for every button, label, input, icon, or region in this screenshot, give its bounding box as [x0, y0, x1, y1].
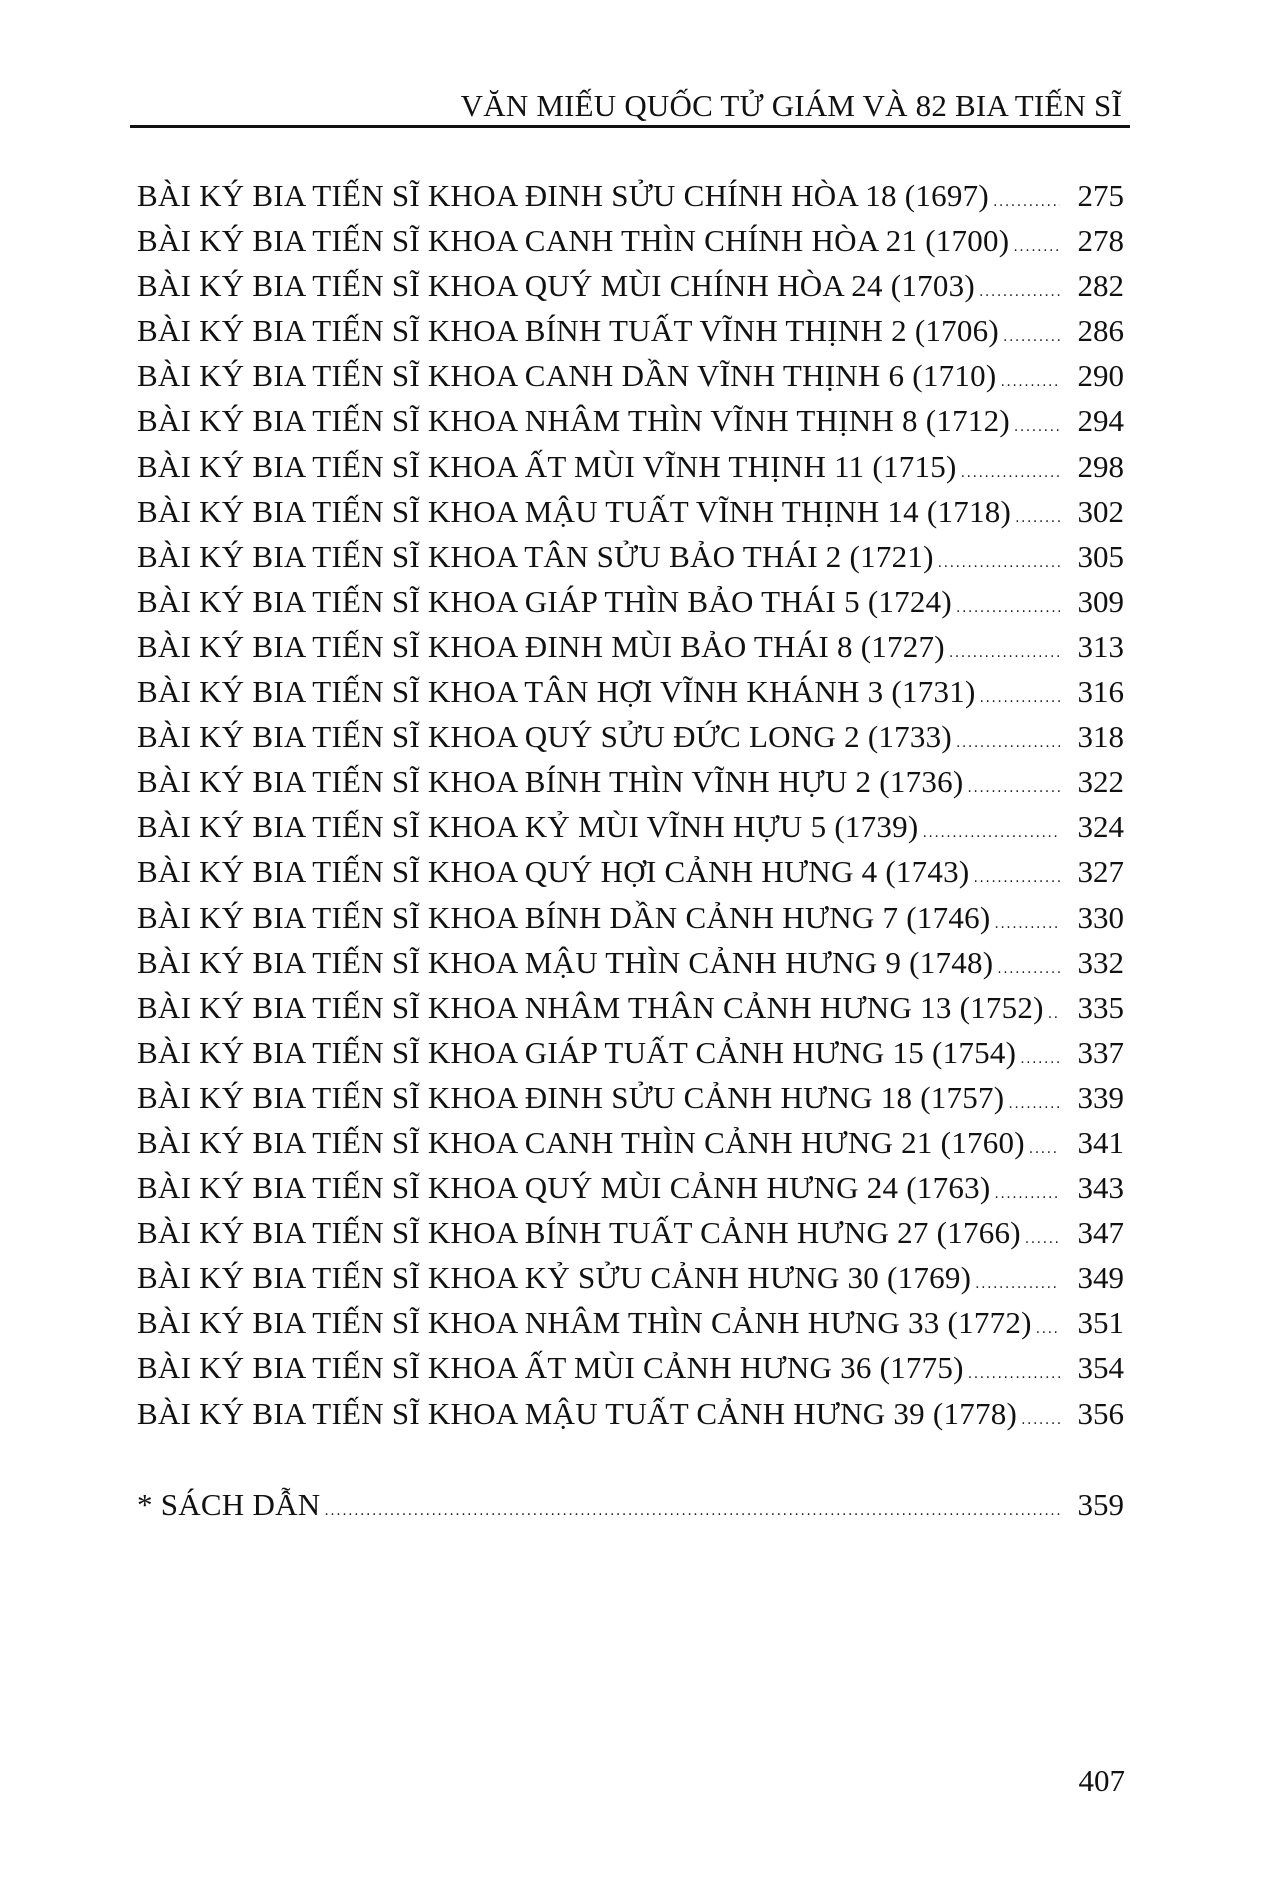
running-title: VĂN MIẾU QUỐC TỬ GIÁM VÀ 82 BIA TIẾN SĨ	[460, 88, 1122, 123]
toc-entry-title: BÀI KÝ BIA TIẾN SĨ KHOA CANH THÌN CHÍNH HÒA 21 (1700)	[137, 223, 1010, 259]
toc-entry	[137, 447, 1124, 492]
index-entry	[137, 1485, 1124, 1530]
toc-entry-title: BÀI KÝ BIA TIẾN SĨ KHOA KỶ SỬU CẢNH HƯNG 30 (1769)	[137, 1260, 972, 1296]
dot-leader	[1015, 501, 1060, 535]
toc-entry-title: BÀI KÝ BIA TIẾN SĨ KHOA GIÁP THÌN BẢO THÁI 5 (1724)	[137, 583, 952, 619]
dot-leader	[1008, 1087, 1060, 1121]
toc-entry-title: BÀI KÝ BIA TIẾN SĨ KHOA ĐINH SỬU CẢNH HƯNG 18 (1757)	[137, 1079, 1005, 1115]
toc-entry	[137, 898, 1124, 943]
toc-entry	[137, 401, 1124, 446]
toc-entry	[137, 492, 1124, 537]
index-entry-title: * SÁCH DẪN	[137, 1487, 321, 1522]
toc-entry-page: 309	[1077, 583, 1124, 619]
toc-entry-title: BÀI KÝ BIA TIẾN SĨ KHOA BÍNH TUẤT CẢNH HƯNG 27 (1766)	[137, 1215, 1021, 1251]
toc-entry-page: 286	[1077, 313, 1124, 349]
toc-entry	[137, 1303, 1124, 1348]
dot-leader	[1029, 1132, 1060, 1166]
toc-entry	[137, 1078, 1124, 1123]
dot-leader	[979, 275, 1060, 309]
toc-entry-title: BÀI KÝ BIA TIẾN SĨ KHOA MẬU THÌN CẢNH HƯNG 9 (1748)	[137, 944, 994, 980]
dot-leader	[967, 771, 1060, 805]
toc-entry-page: 356	[1077, 1395, 1124, 1431]
toc-entry	[137, 672, 1124, 717]
toc-entry	[137, 762, 1124, 807]
dot-leader	[1021, 1403, 1060, 1437]
toc-entry	[137, 852, 1124, 897]
toc-entry-page: 339	[1077, 1079, 1124, 1115]
toc-entry-page: 349	[1077, 1260, 1124, 1296]
toc-entry-page: 330	[1077, 899, 1124, 935]
toc-entry-title: BÀI KÝ BIA TIẾN SĨ KHOA BÍNH THÌN VĨNH HỰU 2 (1736)	[137, 764, 964, 800]
toc-entry-page: 337	[1077, 1034, 1124, 1070]
toc-entry	[137, 1394, 1124, 1439]
dot-leader	[961, 456, 1060, 490]
toc-entry-page: 354	[1077, 1350, 1124, 1386]
toc-entry	[137, 627, 1124, 672]
toc-entry-page: 327	[1077, 854, 1124, 890]
toc-entry-page: 316	[1077, 674, 1124, 710]
dot-leader	[324, 1494, 1060, 1528]
toc-entry-title: BÀI KÝ BIA TIẾN SĨ KHOA NHÂM THÌN CẢNH HƯNG 33 (1772)	[137, 1305, 1032, 1341]
table-of-contents	[137, 176, 1124, 1439]
toc-entry-title: BÀI KÝ BIA TIẾN SĨ KHOA KỶ MÙI VĨNH HỰU 5 (1739)	[137, 809, 919, 845]
dot-leader	[975, 1267, 1060, 1301]
page-number: 407	[1078, 1763, 1125, 1798]
toc-entry-title: BÀI KÝ BIA TIẾN SĨ KHOA QUÝ HỢI CẢNH HƯNG 4 (1743)	[137, 854, 970, 890]
toc-entry	[137, 988, 1124, 1033]
dot-leader	[949, 636, 1060, 670]
toc-entry-title: BÀI KÝ BIA TIẾN SĨ KHOA TÂN SỬU BẢO THÁI 2 (1721)	[137, 538, 934, 574]
toc-entry-page: 322	[1077, 764, 1124, 800]
dot-leader	[980, 681, 1060, 715]
toc-entry	[137, 176, 1124, 221]
dot-leader	[994, 907, 1060, 941]
toc-entry-page: 305	[1077, 538, 1124, 574]
toc-entry-page: 343	[1077, 1170, 1124, 1206]
toc-entry-title: BÀI KÝ BIA TIẾN SĨ KHOA NHÂM THÂN CẢNH HƯNG 13 (1752)	[137, 989, 1044, 1025]
toc-entry	[137, 582, 1124, 627]
toc-entry	[137, 1123, 1124, 1168]
dot-leader	[956, 591, 1060, 625]
dot-leader	[1036, 1312, 1060, 1346]
toc-entry-page: 278	[1077, 223, 1124, 259]
toc-entry	[137, 266, 1124, 311]
toc-entry-title: BÀI KÝ BIA TIẾN SĨ KHOA BÍNH DẦN CẢNH HƯNG 7 (1746)	[137, 899, 991, 935]
toc-entry-page: 318	[1077, 719, 1124, 755]
dot-leader	[993, 185, 1060, 219]
toc-entry-page: 302	[1077, 493, 1124, 529]
dot-leader	[1013, 230, 1060, 264]
toc-entry-page: 294	[1077, 403, 1124, 439]
toc-entry	[137, 1213, 1124, 1258]
toc-entry-page: 313	[1077, 628, 1124, 664]
toc-entry	[137, 1168, 1124, 1213]
toc-entry-page: 332	[1077, 944, 1124, 980]
dot-leader	[938, 546, 1060, 580]
toc-entry-title: BÀI KÝ BIA TIẾN SĨ KHOA ĐINH MÙI BẢO THÁI 8 (1727)	[137, 628, 945, 664]
toc-entry-page: 275	[1077, 178, 1124, 213]
dot-leader	[1000, 365, 1060, 399]
toc-entry-title: BÀI KÝ BIA TIẾN SĨ KHOA QUÝ SỬU ĐỨC LONG 2 (1733)	[137, 719, 952, 755]
toc-entry	[137, 943, 1124, 988]
toc-entry-title: BÀI KÝ BIA TIẾN SĨ KHOA NHÂM THÌN VĨNH THỊNH 8 (1712)	[137, 403, 1010, 439]
toc-entry-title: BÀI KÝ BIA TIẾN SĨ KHOA BÍNH TUẤT VĨNH THỊNH 2 (1706)	[137, 313, 999, 349]
index-entry-page: 359	[1077, 1487, 1124, 1522]
toc-entry	[137, 1258, 1124, 1303]
toc-entry-title: BÀI KÝ BIA TIẾN SĨ KHOA ĐINH SỬU CHÍNH HÒA 18 (1697)	[137, 178, 989, 213]
toc-entry	[137, 356, 1124, 401]
dot-leader	[922, 816, 1060, 850]
dot-leader	[973, 861, 1060, 895]
toc-entry-title: BÀI KÝ BIA TIẾN SĨ KHOA CANH DẦN VĨNH THỊNH 6 (1710)	[137, 358, 997, 394]
toc-entry	[137, 537, 1124, 582]
dot-leader	[994, 1177, 1060, 1211]
dot-leader	[968, 1357, 1060, 1391]
toc-entry-page: 324	[1077, 809, 1124, 845]
toc-entry-title: BÀI KÝ BIA TIẾN SĨ KHOA MẬU TUẤT CẢNH HƯNG 39 (1778)	[137, 1395, 1018, 1431]
toc-entry-page: 282	[1077, 268, 1124, 304]
dot-leader	[1048, 997, 1060, 1031]
toc-entry-page: 351	[1077, 1305, 1124, 1341]
toc-entry-title: BÀI KÝ BIA TIẾN SĨ KHOA CANH THÌN CẢNH HƯNG 21 (1760)	[137, 1124, 1025, 1160]
toc-entry-page: 290	[1077, 358, 1124, 394]
toc-entry-title: BÀI KÝ BIA TIẾN SĨ KHOA QUÝ MÙI CẢNH HƯNG 24 (1763)	[137, 1170, 991, 1206]
toc-entry-title: BÀI KÝ BIA TIẾN SĨ KHOA QUÝ MÙI CHÍNH HÒA 24 (1703)	[137, 268, 975, 304]
toc-entry	[137, 311, 1124, 356]
toc-entry-page: 335	[1077, 989, 1124, 1025]
dot-leader	[1014, 410, 1060, 444]
dot-leader	[997, 952, 1060, 986]
toc-entry	[137, 717, 1124, 762]
toc-entry-page: 341	[1077, 1124, 1124, 1160]
toc-entry-page: 298	[1077, 448, 1124, 484]
toc-entry-title: BÀI KÝ BIA TIẾN SĨ KHOA MẬU TUẤT VĨNH THỊNH 14 (1718)	[137, 493, 1012, 529]
toc-entry	[137, 1348, 1124, 1393]
toc-entry	[137, 1033, 1124, 1078]
dot-leader	[1003, 320, 1060, 354]
dot-leader	[1025, 1222, 1060, 1256]
toc-entry-page: 347	[1077, 1215, 1124, 1251]
toc-entry-title: BÀI KÝ BIA TIẾN SĨ KHOA ẤT MÙI VĨNH THỊNH 11 (1715)	[137, 448, 957, 484]
toc-entry-title: BÀI KÝ BIA TIẾN SĨ KHOA ẤT MÙI CẢNH HƯNG 36 (1775)	[137, 1350, 964, 1386]
toc-entry	[137, 221, 1124, 266]
toc-entry-title: BÀI KÝ BIA TIẾN SĨ KHOA TÂN HỢI VĨNH KHÁNH 3 (1731)	[137, 674, 976, 710]
dot-leader	[956, 726, 1060, 760]
running-header	[130, 84, 1130, 128]
dot-leader	[1020, 1042, 1060, 1076]
toc-entry-title: BÀI KÝ BIA TIẾN SĨ KHOA GIÁP TUẤT CẢNH HƯNG 15 (1754)	[137, 1034, 1017, 1070]
toc-entry	[137, 807, 1124, 852]
